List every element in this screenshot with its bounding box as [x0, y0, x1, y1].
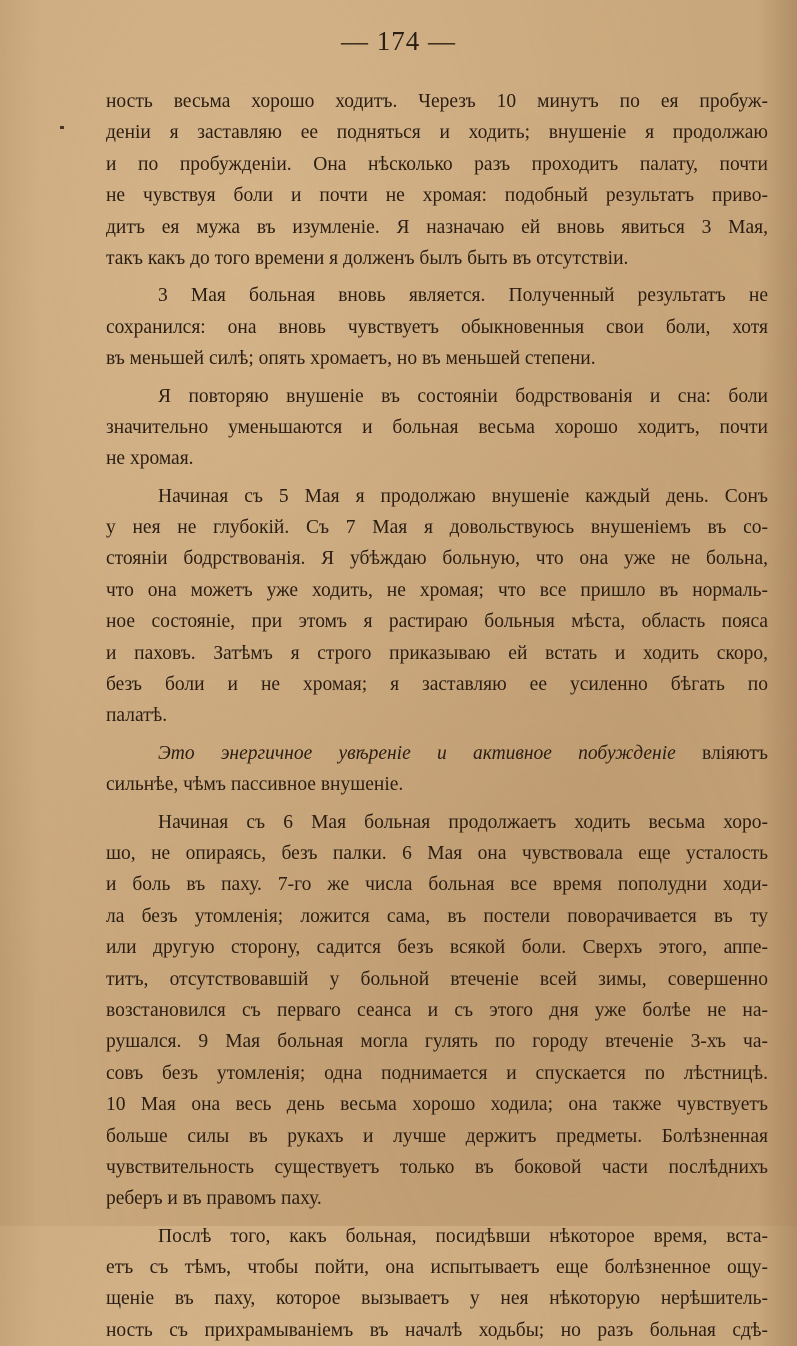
- text-line: что она можетъ уже ходить, не хромая; что все пришло въ нормаль-: [106, 579, 768, 601]
- text-line: у нея не глубокій. Съ 7 Мая я довольствуюсь внушеніемъ въ со-: [106, 517, 768, 539]
- text-line: безъ боли и не хромая; я заставляю ее усиленно бѣгать по: [106, 674, 768, 696]
- text-line: не чувствуя боли и почти не хромая: подобный результатъ приво-: [106, 185, 768, 207]
- text-line: Начиная съ 6 Мая больная продолжаетъ ходить весьма хоро-: [158, 811, 768, 833]
- text-line: и по пробужденіи. Она нѣсколько разъ проходитъ палату, почти: [106, 153, 768, 175]
- paragraph-1: [106, 86, 768, 274]
- text-line: совъ безъ утомленія; одна поднимается и спускается по лѣстницѣ.: [106, 1062, 768, 1084]
- text-line: чувствительность существуетъ только въ боковой части послѣднихъ: [106, 1156, 768, 1178]
- paragraph-5: [106, 738, 768, 801]
- text-line: Послѣ того, какъ больная, посидѣвши нѣкоторое время, вста-: [158, 1225, 768, 1247]
- text-line: ность съ прихрамываніемъ въ началѣ ходьбы; но разъ больная сдѣ-: [106, 1319, 768, 1341]
- text-line: стояніи бодрствованія. Я убѣждаю больную, что она уже не больна,: [106, 548, 768, 570]
- text-line: реберъ и въ правомъ паху.: [106, 1188, 322, 1210]
- paragraph-3: [106, 381, 768, 475]
- text-line: деніи я заставляю ее подняться и ходить; внушеніе я продолжаю: [106, 122, 768, 144]
- text-line: Начиная съ 5 Мая я продолжаю внушеніе каждый день. Сонъ: [158, 485, 768, 507]
- text-line: Я повторяю внушеніе въ состояніи бодрствованія и сна: боли: [158, 385, 768, 407]
- text-line: возстановился съ перваго сеанса и съ этого дня уже болѣе не на-: [106, 999, 768, 1021]
- text-line: и паховъ. Затѣмъ я строго приказываю ей встать и ходить скоро,: [106, 642, 768, 664]
- text-line: 10 Мая она весь день весьма хорошо ходила; она также чувствуетъ: [106, 1094, 768, 1116]
- text-line: въ меньшей силѣ; опять хромаетъ, но въ меньшей степени.: [106, 348, 596, 370]
- text-line: ность весьма хорошо ходитъ. Черезъ 10 минутъ по ея пробуж-: [106, 91, 768, 112]
- text-line: не хромая.: [106, 448, 194, 470]
- text-line: ное состояніе, при этомъ я растираю больныя мѣста, область пояса: [106, 611, 768, 633]
- text-line: больше силы въ рукахъ и лучше держитъ предметы. Болѣзненная: [106, 1125, 768, 1147]
- paragraph-7: [106, 1221, 768, 1346]
- plain-text: вліяютъ: [675, 742, 768, 764]
- text-line: шо, не опираясь, безъ палки. 6 Мая она чувствовала еще усталость: [106, 842, 768, 864]
- text-line: дитъ ея мужа въ изумленіе. Я назначаю ей вновь явиться 3 Мая,: [106, 216, 768, 238]
- text-line: палатѣ.: [106, 705, 168, 727]
- text-line-emphasis: [106, 738, 768, 769]
- paragraph-6: [106, 807, 768, 1215]
- text-line: титъ, отсутствовавшій у больной втеченіе всей зимы, совершенно: [106, 968, 768, 990]
- emphasis-text: Это энергичное увѣреніе и активное побужденіе: [158, 742, 676, 764]
- text-line: сильнѣе, чѣмъ пассивное внушеніе.: [106, 774, 404, 796]
- text-line: ла безъ утомленія; ложится сама, въ постели поворачивается въ ту: [106, 905, 768, 927]
- page-number: — 174 —: [341, 26, 456, 56]
- margin-mark: [60, 126, 64, 129]
- text-line: 3 Мая больная вновь является. Полученный результатъ не: [158, 285, 768, 307]
- text-line: или другую сторону, садится безъ всякой боли. Сверхъ этого, аппе-: [106, 937, 768, 959]
- text-line: щеніе въ паху, которое вызываетъ у нея нѣкоторую нерѣшитель-: [106, 1288, 768, 1310]
- text-line: значительно уменьшаются и больная весьма хорошо ходитъ, почти: [106, 416, 768, 438]
- text-line: рушался. 9 Мая больная могла гулять по городу втеченіе 3-хъ ча-: [106, 1031, 768, 1053]
- text-line: и боль въ паху. 7-го же числа больная все время пополудни ходи-: [106, 874, 768, 896]
- paragraph-4: [106, 481, 768, 732]
- body-text: [106, 86, 768, 1346]
- paragraph-2: [106, 280, 768, 374]
- text-line: такъ какъ до того времени я долженъ былъ быть въ отсутствіи.: [106, 247, 629, 269]
- text-line: етъ съ тѣмъ, чтобы пойти, она испытываетъ еще болѣзненное ощу-: [106, 1257, 768, 1279]
- text-line: сохранился: она вновь чувствуетъ обыкновенныя свои боли, хотя: [106, 316, 768, 338]
